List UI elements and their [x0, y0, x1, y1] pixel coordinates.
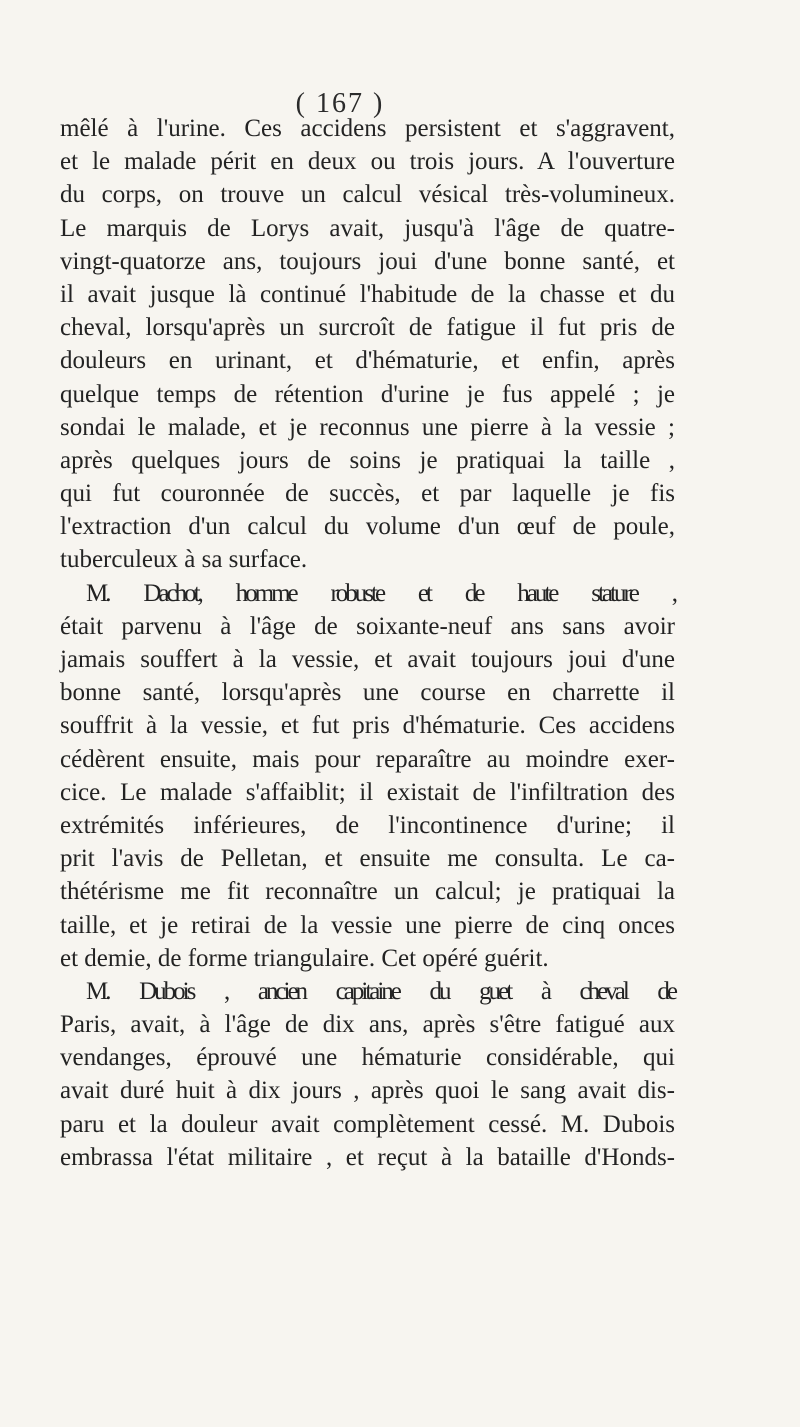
text-line: du corps, on trouve un calcul vésical très-volumineux.	[60, 181, 675, 209]
text-line: cheval, lorsqu'après un surcroît de fatigue il fut pris de	[60, 314, 675, 342]
text-line: paru et la douleur avait complètement cessé. M. Dubois	[60, 1110, 675, 1138]
text-line: mêlé à l'urine. Ces accidens persistent et s'aggravent,	[60, 115, 675, 142]
text-line: jamais souffert à la vessie, et avait toujours joui d'une	[60, 646, 675, 673]
text-line: embrassa l'état militaire , et reçut à la bataille d'Honds-	[60, 1143, 675, 1171]
text-line: qui fut couronnée de succès, et par laquelle je fis	[60, 480, 675, 508]
text-line: douleurs en urinant, et d'hématurie, et enfin, après	[60, 347, 675, 375]
text-line: quelque temps de rétention d'urine je fus appelé ; je	[60, 380, 675, 408]
text-line: bonne santé, lorsqu'après une course en charrette il	[60, 679, 675, 707]
text-line: M. Dachot, homme robuste et de haute stature ,	[86, 579, 675, 607]
text-line: après quelques jours de soins je pratiquai la taille ,	[60, 446, 675, 474]
text-line: était parvenu à l'âge de soixante-neuf ans sans avoir	[60, 612, 675, 640]
page-number: ( 167 )	[295, 88, 385, 119]
text-line: vingt-quatorze ans, toujours joui d'une bonne santé, et	[60, 247, 675, 275]
text-line: vendanges, éprouvé une hématurie considérable, qui	[60, 1044, 675, 1072]
text-line: taille, et je retirai de la vessie une pierre de cinq onces	[60, 911, 675, 939]
text-line: souffrit à la vessie, et fut pris d'hématurie. Ces accidens	[60, 712, 675, 740]
text-line: tuberculeux à sa surface.	[60, 546, 308, 574]
text-line: et le malade périt en deux ou trois jours. A l'ouverture	[60, 148, 675, 176]
text-line: Paris, avait, à l'âge de dix ans, après s'être fatigué aux	[60, 1011, 675, 1039]
text-line: thétérisme me fit reconnaître un calcul; je pratiquai la	[60, 878, 675, 906]
text-line: cédèrent ensuite, mais pour reparaître au moindre exer-	[60, 745, 675, 773]
text-line: Le marquis de Lorys avait, jusqu'à l'âge de quatre-	[60, 214, 675, 242]
text-line: extrémités inférieures, de l'incontinence d'urine; il	[60, 811, 675, 839]
text-line: l'extraction d'un calcul du volume d'un œuf de poule,	[60, 513, 675, 541]
text-line: M. Dubois , ancien capitaine du guet à cheval de	[86, 977, 675, 1005]
body-text	[60, 112, 675, 1174]
text-line: il avait jusque là continué l'habitude de la chasse et du	[60, 280, 675, 308]
text-line: cice. Le malade s'affaiblit; il existait de l'infiltration des	[60, 778, 675, 806]
text-line: et demie, de forme triangulaire. Cet opéré guérit.	[60, 944, 549, 972]
text-line: prit l'avis de Pelletan, et ensuite me consulta. Le ca-	[60, 845, 675, 873]
text-line: avait duré huit à dix jours , après quoi le sang avait dis-	[60, 1077, 675, 1105]
text-line: sondai le malade, et je reconnus une pierre à la vessie ;	[60, 413, 675, 441]
